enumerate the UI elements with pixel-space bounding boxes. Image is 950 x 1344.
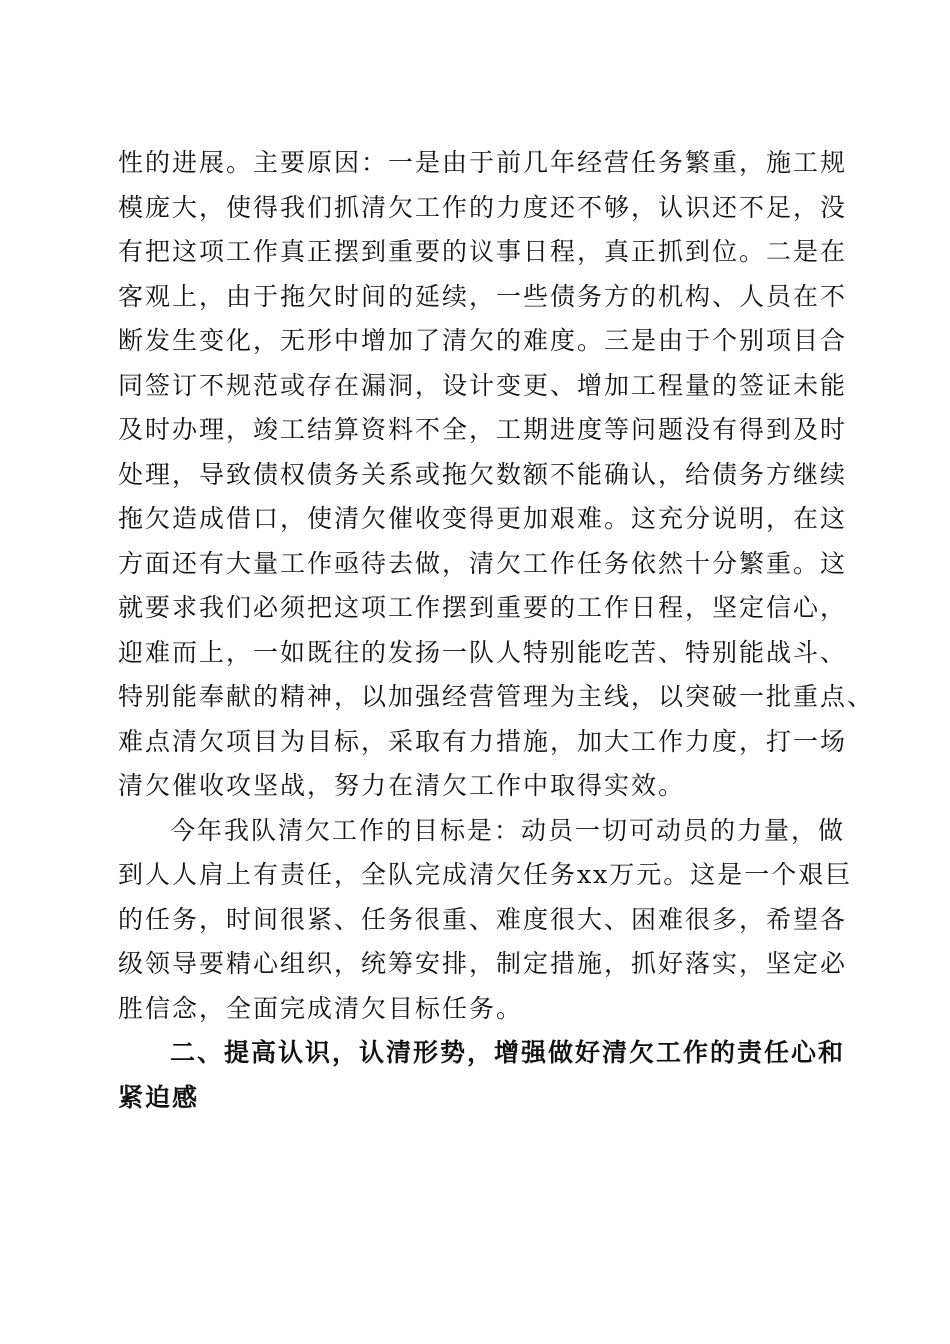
paragraph-2-line: 的任务，时间很紧、任务很重、难度很大、困难很多，希望各 (118, 904, 848, 934)
paragraph-1-line: 及时办理，竣工结算资料不全，工期进度等问题没有得到及时 (118, 415, 848, 444)
paragraph-1-line: 清欠催收攻坚战，努力在清欠工作中取得实效。 (118, 771, 686, 800)
paragraph-1-line: 有把这项工作真正摆到重要的议事日程，真正抓到位。二是在 (118, 237, 848, 266)
paragraph-1-line: 性的进展。主要原因：一是由于前几年经营任务繁重，施工规 (118, 148, 848, 177)
paragraph-1-line: 难点清欠项目为目标，采取有力措施，加大工作力度，打一场 (118, 726, 848, 756)
document-body (118, 141, 875, 1120)
paragraph-2-line: 到人人肩上有责任，全队完成清欠任务xx万元。这是一个艰巨 (118, 860, 853, 889)
paragraph-1-line: 特别能奉献的精神，以加强经营管理为主线，以突破一批重点、 (118, 682, 875, 711)
paragraph-1-line: 模庞大，使得我们抓清欠工作的力度还不够，认识还不足，没 (118, 192, 848, 222)
paragraph-2-line: 级领导要精心组织，统筹安排，制定措施，抓好落实，坚定必 (118, 949, 848, 978)
paragraph-1-line: 拖欠造成借口，使清欠催收变得更加艰难。这充分说明，在这 (118, 504, 848, 533)
paragraph-1-line: 处理，导致债权债务关系或拖欠数额不能确认，给债务方继续 (118, 459, 848, 489)
paragraph-1-line: 客观上，由于拖欠时间的延续，一些债务方的机构、人员在不 (118, 281, 848, 311)
paragraph-1-line: 迎难而上，一如既往的发扬一队人特别能吃苦、特别能战斗、 (118, 637, 848, 667)
paragraph-1-line: 方面还有大量工作亟待去做，清欠工作任务依然十分繁重。这 (118, 548, 848, 578)
paragraph-2-line: 今年我队清欠工作的目标是：动员一切可动员的力量，做 (170, 815, 846, 845)
paragraph-1-line: 同签订不规范或存在漏洞，设计变更、增加工程量的签证未能 (118, 370, 848, 400)
paragraph-1-line: 断发生变化，无形中增加了清欠的难度。三是由于个别项目合 (118, 326, 848, 355)
section-heading-line: 紧迫感 (118, 1082, 200, 1112)
section-heading-line: 二、提高认识，认清形势，增强做好清欠工作的责任心和 (170, 1038, 846, 1067)
paragraph-1-line: 就要求我们必须把这项工作摆到重要的工作日程，坚定信心， (118, 593, 848, 622)
paragraph-2-line: 胜信念，全面完成清欠目标任务。 (118, 993, 524, 1023)
